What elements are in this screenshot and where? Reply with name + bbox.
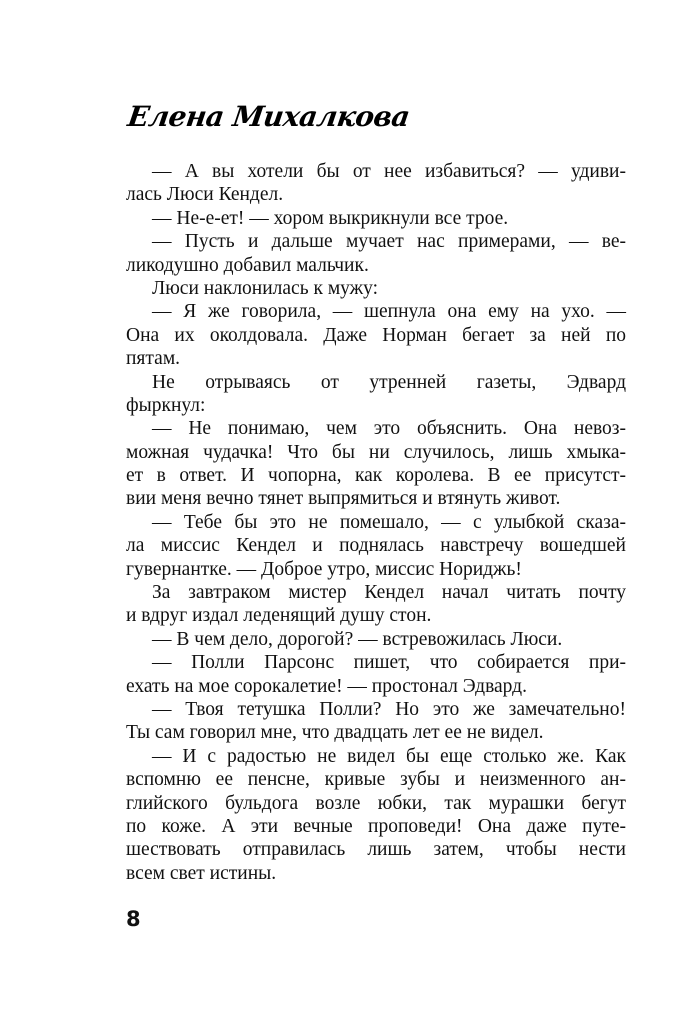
running-header-author: Елена Михалкова (125, 100, 412, 133)
text-line: — Не-е-ет! — хором выкрикнули все трое. (152, 207, 509, 229)
text-line: — Я же говорила, — шепнула она ему на ухо. — (152, 301, 626, 323)
text-line: ехать на мое сорокалетие! — простонал Эдвард. (126, 675, 527, 697)
text-line: шествовать отправилась лишь затем, чтобы нести (126, 839, 626, 861)
text-line: Не отрываясь от утренней газеты, Эдвард (152, 371, 626, 393)
text-line: — Не понимаю, чем это объяснить. Она невоз- (152, 418, 626, 440)
text-line: ликодушно добавил мальчик. (126, 254, 369, 276)
text-line: — В чем дело, дорогой? — встревожилась Люси. (152, 628, 563, 650)
text-line: вии меня вечно тянет выпрямиться и втянуть живот. (126, 488, 561, 510)
text-line: гувернантке. — Доброе утро, миссис Нориджь! (126, 558, 522, 580)
text-line: пятам. (126, 348, 181, 370)
text-line: можная чудачка! Что бы ни случилось, лишь хмыка- (126, 441, 626, 463)
text-line: — Твоя тетушка Полли? Но это же замечательно! (152, 698, 626, 720)
text-line: За завтраком мистер Кендел начал читать почту (152, 582, 626, 604)
text-line: ла миссис Кендел и поднялась навстречу вошедшей (126, 535, 626, 557)
text-line: — Полли Парсонс пишет, что собирается при- (152, 652, 626, 674)
text-line: Она их околдовала. Даже Норман бегает за ней по (126, 324, 626, 346)
text-line: по коже. А эти вечные проповеди! Она даже путе- (126, 815, 626, 837)
text-line: — И с радостью не видел бы еще столько же. Как (152, 745, 626, 767)
text-line: ет в ответ. И чопорна, как королева. В ее присутст- (126, 465, 626, 487)
body-text (126, 160, 626, 885)
text-line: глийского бульдога возле юбки, так мурашки бегут (126, 792, 626, 814)
text-line: Ты сам говорил мне, что двадцать лет ее не видел. (126, 722, 544, 744)
text-line: всем свет истины. (126, 862, 277, 884)
text-line: и вдруг издал леденящий душу стон. (126, 605, 432, 627)
text-line: лась Люси Кендел. (126, 184, 284, 206)
text-line: — Пусть и дальше мучает нас примерами, — ве- (152, 231, 626, 253)
text-line: фыркнул: (126, 394, 206, 416)
text-line: Люси наклонилась к мужу: (152, 277, 379, 299)
text-line: — Тебе бы это не помешало, — с улыбкой сказа- (152, 511, 626, 533)
text-line: — А вы хотели бы от нее избавиться? — удиви- (152, 161, 626, 182)
page-number: 8 (126, 907, 141, 931)
text-line: вспомню ее пенсне, кривые зубы и неизменного ан- (126, 769, 626, 791)
